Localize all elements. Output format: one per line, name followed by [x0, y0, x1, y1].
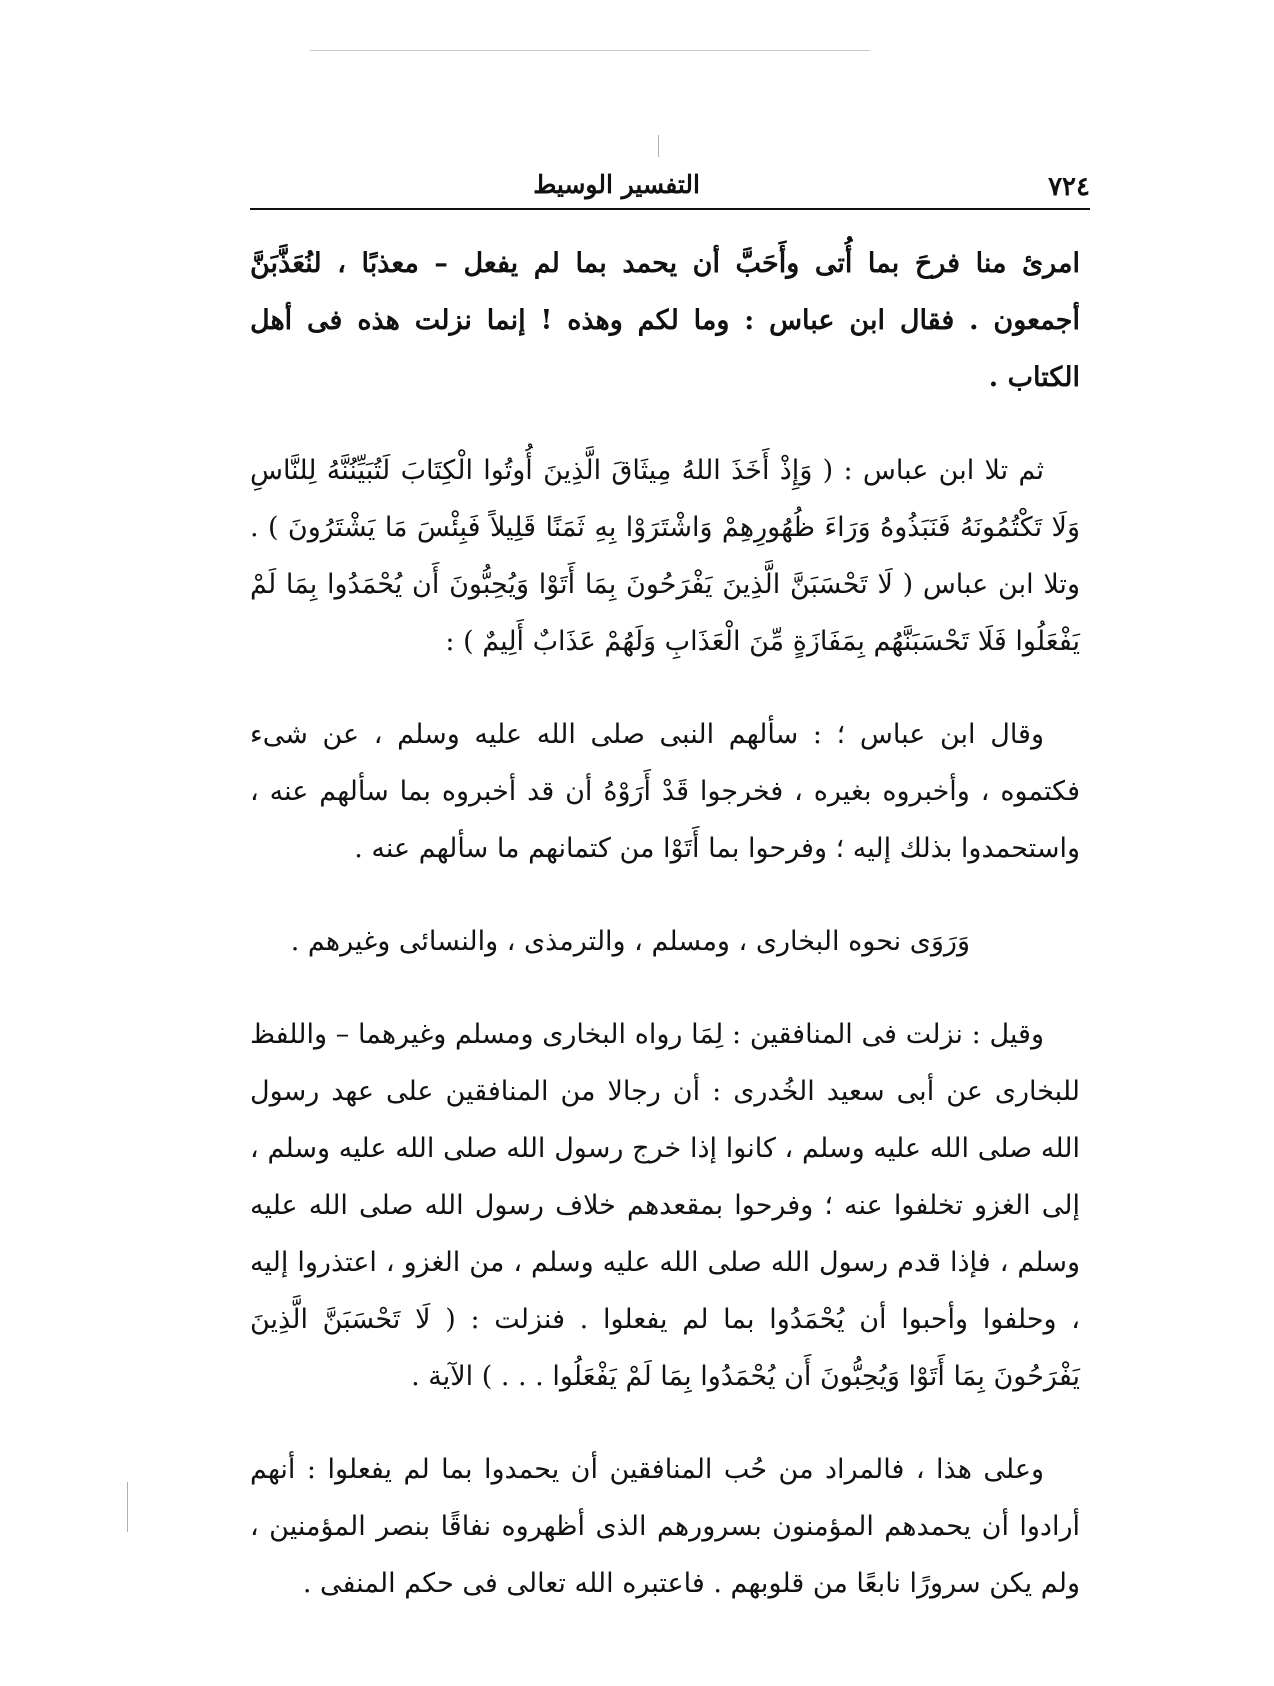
- page-header: [250, 160, 1090, 210]
- paragraph: وعلى هذا ، فالمراد من حُب المنافقين أن يحمدوا بما لم يفعلوا : أنهم أرادوا أن يحمدهم المؤمنون بسرورهم الذى أظهروه نفاقًا بنصر المؤمنين ، ولم يكن سرورًا نابعًا من قلوبهم . فاعتبره الله تعالى فى حكم المنفى .: [250, 1454, 1080, 1599]
- header-rule: [250, 208, 1090, 210]
- scan-margin-mark: [127, 1482, 128, 1532]
- page-body: [250, 235, 1080, 1648]
- paragraph: وقال ابن عباس ؛ : سألهم النبى صلى الله عليه وسلم ، عن شىء فكتموه ، وأخبروه بغيره ، فخرجوا قَدْ أَرَوْهُ أن قد أخبروه بما سألهم عنه ، واستحمدوا بذلك إليه ؛ وفرحوا بما أَتَوْا من كتمانهم ما سألهم عنه .: [250, 719, 1080, 864]
- running-title: التفسير الوسيط: [533, 170, 700, 199]
- scan-edge-line: [310, 50, 870, 51]
- paragraph: امرئ منا فرحَ بما أُتى وأَحَبَّ أن يحمد بما لم يفعل – معذبًا ، لنُعَذَّبَنَّ أجمعون . فقال ابن عباس : وما لكم وهذه ! إنما نزلت هذه فى أهل الكتاب .: [250, 248, 1080, 393]
- paragraph: ثم تلا ابن عباس : ( وَإِذْ أَخَذَ اللهُ مِيثَاقَ الَّذِينَ أُوتُوا الْكِتَابَ لَتُبَيِّنُنَّهُ لِلنَّاسِ وَلَا تَكْتُمُونَهُ فَنَبَذُوهُ وَرَاءَ ظُهُورِهِمْ وَاشْتَرَوْا بِهِ ثَمَنًا قَلِيلاً فَبِئْسَ مَا يَشْتَرُونَ ) . وتلا ابن عباس ( لَا تَحْسَبَنَّ الَّذِينَ يَفْرَحُونَ بِمَا أَتَوْا وَيُحِبُّونَ أَن يُحْمَدُوا بِمَا لَمْ يَفْعَلُوا فَلَا تَحْسَبَنَّهُم بِمَفَازَةٍ مِّنَ الْعَذَابِ وَلَهُمْ عَذَابٌ أَلِيمٌ ) :: [250, 455, 1080, 657]
- scan-tick-mark: [658, 135, 659, 157]
- page-number: ٧٢٤: [1048, 172, 1090, 202]
- paragraph: وَرَوَى نحوه البخارى ، ومسلم ، والترمذى ، والنسائى وغيرهم .: [290, 926, 970, 957]
- paragraph: وقيل : نزلت فى المنافقين : لِمَا رواه البخارى ومسلم وغيرهما – واللفظ للبخارى عن أبى سعيد الخُدرى : أن رجالا من المنافقين على عهد رسول الله صلى الله عليه وسلم ، كانوا إذا خرج رسول الله صلى الله عليه وسلم ، إلى الغزو تخلفوا عنه ؛ وفرحوا بمقعدهم خلاف رسول الله صلى الله عليه وسلم ، فإذا قدم رسول الله صلى الله عليه وسلم ، من الغزو ، اعتذروا إليه ، وحلفوا وأحبوا أن يُحْمَدُوا بما لم يفعلوا . فنزلت : ( لَا تَحْسَبَنَّ الَّذِينَ يَفْرَحُونَ بِمَا أَتَوْا وَيُحِبُّونَ أَن يُحْمَدُوا بِمَا لَمْ يَفْعَلُوا . . . ) الآية .: [250, 1019, 1080, 1392]
